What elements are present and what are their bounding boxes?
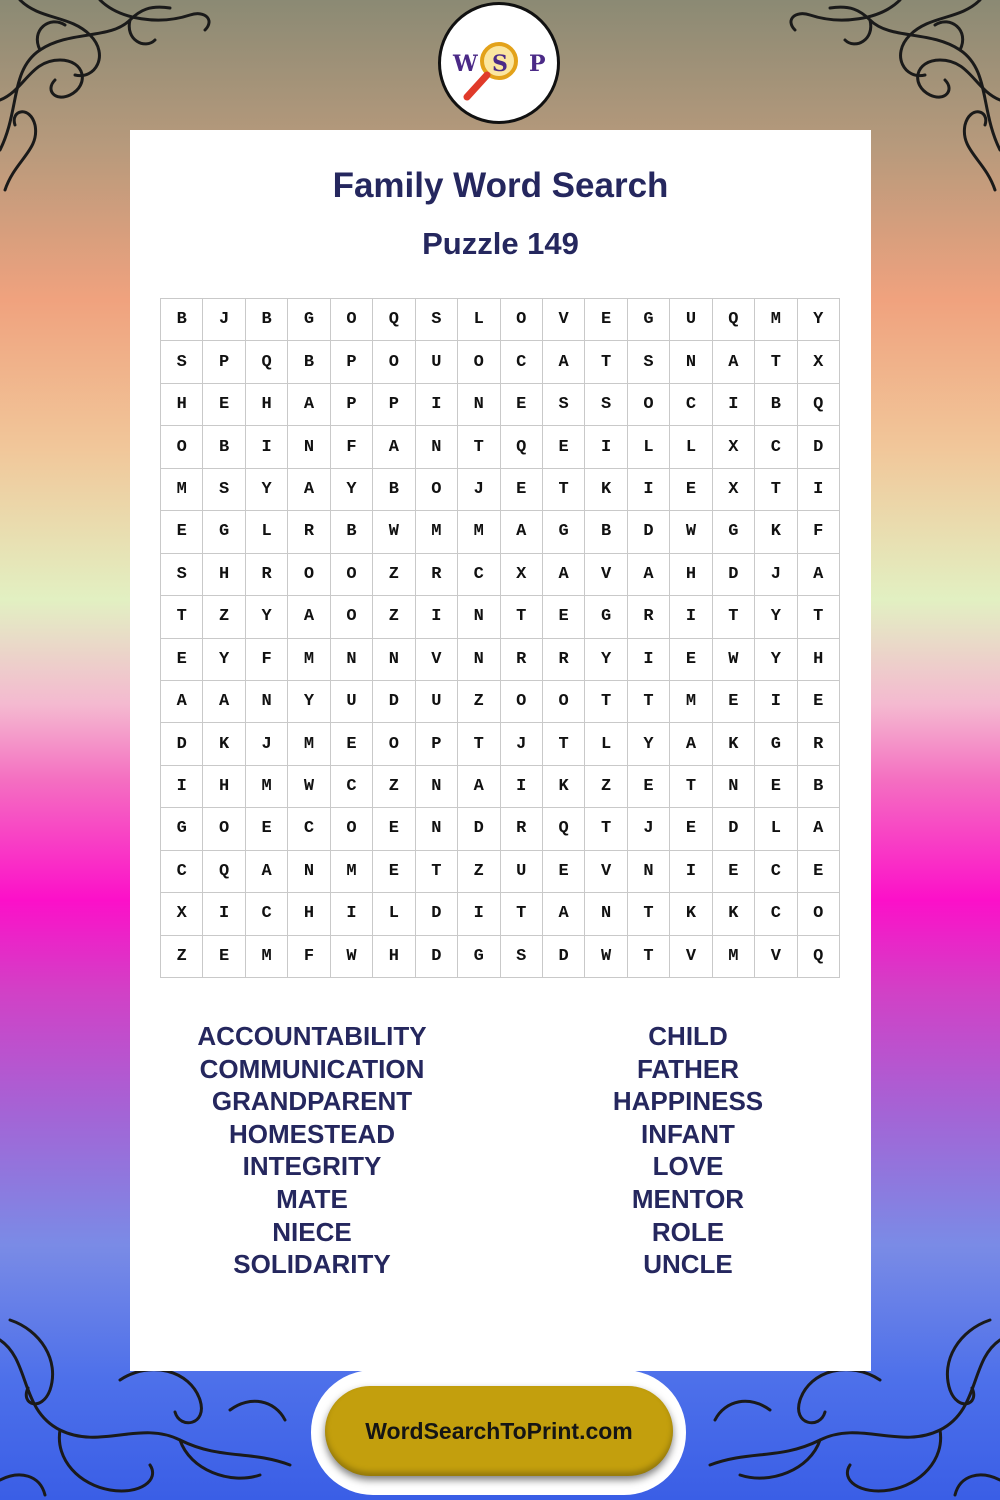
grid-cell[interactable]: O (203, 808, 245, 850)
grid-cell[interactable]: R (543, 639, 585, 681)
logo-letter-p: P (529, 51, 546, 77)
grid-cell[interactable]: T (713, 596, 755, 638)
grid-cell[interactable]: W (670, 511, 712, 553)
grid-cell[interactable]: T (628, 893, 670, 935)
grid-cell[interactable]: O (458, 341, 500, 383)
grid-cell[interactable]: S (585, 384, 627, 426)
grid-cell[interactable]: C (458, 554, 500, 596)
grid-cell[interactable]: G (755, 723, 797, 765)
grid-cell[interactable]: O (288, 554, 330, 596)
grid-cell[interactable]: F (288, 936, 330, 978)
grid-cell[interactable]: Y (798, 299, 840, 341)
grid-cell[interactable]: E (713, 851, 755, 893)
grid-cell[interactable]: S (161, 341, 203, 383)
grid-cell[interactable]: S (416, 299, 458, 341)
word-list-item: SOLIDARITY (233, 1249, 391, 1280)
grid-cell[interactable]: T (755, 469, 797, 511)
grid-cell[interactable]: H (670, 554, 712, 596)
grid-cell[interactable]: T (543, 469, 585, 511)
grid-cell[interactable]: M (246, 936, 288, 978)
word-list-item: ROLE (651, 1216, 725, 1247)
grid-cell[interactable]: L (670, 426, 712, 468)
grid-cell[interactable]: Y (331, 469, 373, 511)
website-link-button[interactable]: WordSearchToPrint.com (325, 1386, 673, 1476)
grid-cell[interactable]: A (288, 596, 330, 638)
grid-cell[interactable]: N (288, 851, 330, 893)
grid-cell[interactable]: I (713, 384, 755, 426)
grid-cell[interactable]: J (246, 723, 288, 765)
grid-cell[interactable]: I (416, 596, 458, 638)
grid-cell[interactable]: Y (246, 596, 288, 638)
grid-cell[interactable]: O (373, 723, 415, 765)
grid-cell[interactable]: D (416, 893, 458, 935)
word-list-item: ACCOUNTABILITY (197, 1021, 427, 1051)
grid-cell[interactable]: Q (501, 426, 543, 468)
grid-cell[interactable]: Q (373, 299, 415, 341)
grid-cell[interactable]: T (628, 936, 670, 978)
grid-cell[interactable]: B (373, 469, 415, 511)
grid-cell[interactable]: C (246, 893, 288, 935)
grid-cell[interactable]: M (670, 681, 712, 723)
word-list-item: CHILD (648, 1021, 728, 1051)
word-list-item: INFANT (641, 1118, 735, 1149)
grid-cell[interactable]: B (161, 299, 203, 341)
grid-cell[interactable]: H (161, 384, 203, 426)
grid-cell[interactable]: N (373, 639, 415, 681)
grid-cell[interactable]: Q (798, 384, 840, 426)
word-list-item: FATHER (636, 1053, 740, 1084)
grid-cell[interactable]: Y (755, 639, 797, 681)
grid-cell[interactable]: A (501, 511, 543, 553)
grid-cell[interactable]: X (713, 426, 755, 468)
grid-cell[interactable]: S (161, 554, 203, 596)
grid-cell[interactable]: L (246, 511, 288, 553)
grid-cell[interactable]: T (161, 596, 203, 638)
grid-cell[interactable]: E (543, 851, 585, 893)
grid-cell[interactable]: X (798, 341, 840, 383)
grid-cell[interactable]: Q (798, 936, 840, 978)
grid-cell[interactable]: A (670, 723, 712, 765)
grid-cell[interactable]: U (670, 299, 712, 341)
grid-cell[interactable]: I (161, 766, 203, 808)
grid-cell[interactable]: E (670, 469, 712, 511)
grid-cell[interactable]: H (246, 384, 288, 426)
letter-grid (160, 298, 840, 978)
grid-cell[interactable]: O (501, 681, 543, 723)
grid-cell[interactable]: I (331, 893, 373, 935)
grid-cell[interactable]: C (755, 893, 797, 935)
grid-cell[interactable]: L (458, 299, 500, 341)
grid-cell[interactable]: O (331, 596, 373, 638)
grid-cell[interactable]: N (288, 426, 330, 468)
word-list-item: NIECE (272, 1216, 352, 1247)
grid-cell[interactable]: E (331, 723, 373, 765)
grid-cell[interactable]: C (755, 851, 797, 893)
grid-cell[interactable]: D (628, 511, 670, 553)
grid-cell[interactable]: T (458, 426, 500, 468)
grid-cell[interactable]: S (543, 384, 585, 426)
grid-cell[interactable]: I (670, 596, 712, 638)
grid-cell[interactable]: X (713, 469, 755, 511)
grid-cell[interactable]: A (373, 426, 415, 468)
grid-cell[interactable]: R (246, 554, 288, 596)
grid-cell[interactable]: G (203, 511, 245, 553)
grid-cell[interactable]: W (373, 511, 415, 553)
grid-cell[interactable]: N (416, 766, 458, 808)
grid-cell[interactable]: K (755, 511, 797, 553)
grid-cell[interactable]: J (628, 808, 670, 850)
grid-cell[interactable]: Z (458, 851, 500, 893)
grid-cell[interactable]: Z (458, 681, 500, 723)
grid-cell[interactable]: E (543, 596, 585, 638)
footer-pill (311, 1370, 686, 1495)
grid-cell[interactable]: M (246, 766, 288, 808)
grid-cell[interactable]: P (331, 384, 373, 426)
grid-cell[interactable]: X (161, 893, 203, 935)
logo-letter-w: W (453, 51, 478, 77)
grid-cell[interactable]: E (798, 851, 840, 893)
grid-cell[interactable]: I (458, 893, 500, 935)
grid-cell[interactable]: N (713, 766, 755, 808)
grid-cell[interactable]: V (585, 554, 627, 596)
grid-cell[interactable]: J (755, 554, 797, 596)
grid-cell[interactable]: Z (373, 766, 415, 808)
word-list-item: COMMUNICATION (199, 1053, 425, 1084)
grid-cell[interactable]: A (161, 681, 203, 723)
grid-cell[interactable]: R (288, 511, 330, 553)
grid-cell[interactable]: C (288, 808, 330, 850)
grid-cell[interactable]: H (203, 554, 245, 596)
grid-cell[interactable]: H (203, 766, 245, 808)
grid-cell[interactable]: T (585, 808, 627, 850)
grid-cell[interactable]: E (161, 639, 203, 681)
grid-cell[interactable]: E (670, 808, 712, 850)
grid-cell[interactable]: J (458, 469, 500, 511)
grid-cell[interactable]: S (628, 341, 670, 383)
grid-cell[interactable]: D (713, 808, 755, 850)
grid-cell[interactable]: M (755, 299, 797, 341)
grid-cell[interactable]: N (670, 341, 712, 383)
grid-cell[interactable]: O (331, 299, 373, 341)
grid-cell[interactable]: N (458, 639, 500, 681)
grid-cell[interactable]: K (543, 766, 585, 808)
grid-cell[interactable]: Y (288, 681, 330, 723)
grid-cell[interactable]: Y (246, 469, 288, 511)
grid-cell[interactable]: I (755, 681, 797, 723)
grid-cell[interactable]: A (288, 384, 330, 426)
word-list-item: LOVE (652, 1151, 724, 1182)
grid-cell[interactable]: E (373, 808, 415, 850)
grid-cell[interactable]: A (798, 808, 840, 850)
grid-cell[interactable]: K (203, 723, 245, 765)
word-list-item: MENTOR (631, 1183, 745, 1214)
grid-cell[interactable]: C (331, 766, 373, 808)
word-list-item: HOMESTEAD (228, 1118, 396, 1149)
grid-cell[interactable]: W (585, 936, 627, 978)
grid-cell[interactable]: B (755, 384, 797, 426)
grid-cell[interactable]: P (373, 384, 415, 426)
grid-cell[interactable]: H (798, 639, 840, 681)
grid-cell[interactable]: D (543, 936, 585, 978)
grid-cell[interactable]: W (713, 639, 755, 681)
grid-cell[interactable]: D (416, 936, 458, 978)
grid-cell[interactable]: T (543, 723, 585, 765)
grid-cell[interactable]: N (458, 384, 500, 426)
grid-cell[interactable]: A (543, 341, 585, 383)
grid-cell[interactable]: J (501, 723, 543, 765)
grid-cell[interactable]: C (161, 851, 203, 893)
grid-cell[interactable]: T (628, 681, 670, 723)
grid-cell[interactable]: N (416, 808, 458, 850)
grid-cell[interactable]: T (798, 596, 840, 638)
grid-cell[interactable]: K (713, 893, 755, 935)
word-list-left (152, 1020, 472, 1281)
grid-cell[interactable]: D (713, 554, 755, 596)
grid-cell[interactable]: A (203, 681, 245, 723)
grid-cell[interactable]: L (628, 426, 670, 468)
grid-cell[interactable]: M (416, 511, 458, 553)
grid-cell[interactable]: V (543, 299, 585, 341)
grid-cell[interactable]: B (203, 426, 245, 468)
grid-cell[interactable]: M (713, 936, 755, 978)
grid-cell[interactable]: H (288, 893, 330, 935)
grid-cell[interactable]: E (161, 511, 203, 553)
grid-cell[interactable]: O (628, 384, 670, 426)
grid-cell[interactable]: M (288, 639, 330, 681)
grid-cell[interactable]: A (798, 554, 840, 596)
grid-cell[interactable]: D (373, 681, 415, 723)
grid-cell[interactable]: T (585, 341, 627, 383)
grid-cell[interactable]: T (458, 723, 500, 765)
grid-cell[interactable]: K (670, 893, 712, 935)
word-list-item: INTEGRITY (242, 1151, 382, 1182)
grid-cell[interactable]: E (585, 299, 627, 341)
grid-cell[interactable]: T (755, 341, 797, 383)
grid-cell[interactable]: M (288, 723, 330, 765)
grid-cell[interactable]: B (585, 511, 627, 553)
puzzle-panel (130, 130, 871, 1371)
grid-cell[interactable]: A (628, 554, 670, 596)
grid-cell[interactable]: E (501, 469, 543, 511)
grid-cell[interactable]: I (628, 639, 670, 681)
grid-cell[interactable]: B (246, 299, 288, 341)
grid-cell[interactable]: R (798, 723, 840, 765)
grid-cell[interactable]: E (670, 639, 712, 681)
grid-cell[interactable]: G (458, 936, 500, 978)
grid-cell[interactable]: E (203, 384, 245, 426)
grid-cell[interactable]: E (755, 766, 797, 808)
grid-cell[interactable]: D (458, 808, 500, 850)
grid-cell[interactable]: A (543, 554, 585, 596)
grid-cell[interactable]: L (585, 723, 627, 765)
grid-cell[interactable]: I (798, 469, 840, 511)
grid-cell[interactable]: R (501, 639, 543, 681)
grid-cell[interactable]: K (713, 723, 755, 765)
grid-cell[interactable]: E (713, 681, 755, 723)
grid-cell[interactable]: C (755, 426, 797, 468)
grid-cell[interactable]: G (628, 299, 670, 341)
grid-cell[interactable]: F (331, 426, 373, 468)
grid-cell[interactable]: Z (585, 766, 627, 808)
grid-cell[interactable]: I (670, 851, 712, 893)
grid-cell[interactable]: Z (373, 554, 415, 596)
grid-cell[interactable]: N (331, 639, 373, 681)
grid-cell[interactable]: Y (585, 639, 627, 681)
word-list-item: MATE (276, 1183, 348, 1214)
grid-cell[interactable]: R (416, 554, 458, 596)
grid-cell[interactable]: A (543, 893, 585, 935)
grid-cell[interactable]: Y (628, 723, 670, 765)
logo-letter-s: S (492, 51, 508, 77)
word-list-right (528, 1020, 848, 1281)
grid-cell[interactable]: I (203, 893, 245, 935)
grid-cell[interactable]: G (543, 511, 585, 553)
grid-cell[interactable]: Q (203, 851, 245, 893)
word-list-item: HAPPINESS (612, 1086, 764, 1117)
grid-cell[interactable]: O (373, 341, 415, 383)
grid-cell[interactable]: A (288, 469, 330, 511)
grid-cell[interactable]: T (670, 766, 712, 808)
grid-cell[interactable]: E (628, 766, 670, 808)
grid-cell[interactable]: T (501, 893, 543, 935)
grid-cell[interactable]: D (161, 723, 203, 765)
grid-cell[interactable]: U (501, 851, 543, 893)
grid-cell[interactable]: N (628, 851, 670, 893)
grid-cell[interactable]: Q (246, 341, 288, 383)
grid-cell[interactable]: T (501, 596, 543, 638)
grid-cell[interactable]: Q (713, 299, 755, 341)
grid-cell[interactable]: L (373, 893, 415, 935)
grid-cell[interactable]: T (416, 851, 458, 893)
grid-cell[interactable]: M (331, 851, 373, 893)
grid-cell[interactable]: P (331, 341, 373, 383)
grid-cell[interactable]: Z (373, 596, 415, 638)
grid-cell[interactable]: W (288, 766, 330, 808)
grid-cell[interactable]: B (331, 511, 373, 553)
grid-cell[interactable]: Q (543, 808, 585, 850)
grid-cell[interactable]: X (501, 554, 543, 596)
grid-cell[interactable]: L (755, 808, 797, 850)
grid-cell[interactable]: I (628, 469, 670, 511)
page-title: Family Word Search (332, 166, 669, 205)
grid-cell[interactable]: V (670, 936, 712, 978)
grid-cell[interactable]: R (628, 596, 670, 638)
word-list-item: UNCLE (643, 1249, 733, 1280)
grid-cell[interactable]: G (161, 808, 203, 850)
grid-cell[interactable]: Z (203, 596, 245, 638)
grid-cell[interactable]: F (798, 511, 840, 553)
grid-cell[interactable]: K (585, 469, 627, 511)
grid-cell[interactable]: O (331, 554, 373, 596)
puzzle-number: Puzzle 149 (422, 226, 579, 261)
grid-cell[interactable]: S (203, 469, 245, 511)
site-logo[interactable] (438, 2, 560, 124)
grid-cell[interactable]: V (585, 851, 627, 893)
grid-cell[interactable]: A (458, 766, 500, 808)
grid-cell[interactable]: D (798, 426, 840, 468)
grid-cell[interactable]: R (501, 808, 543, 850)
grid-cell[interactable]: N (416, 426, 458, 468)
grid-cell[interactable]: E (501, 384, 543, 426)
grid-cell[interactable]: W (331, 936, 373, 978)
grid-cell[interactable]: C (501, 341, 543, 383)
grid-cell[interactable]: E (203, 936, 245, 978)
grid-cell[interactable]: E (246, 808, 288, 850)
grid-cell[interactable]: E (798, 681, 840, 723)
grid-cell[interactable]: Z (161, 936, 203, 978)
grid-cell[interactable]: P (203, 341, 245, 383)
grid-cell[interactable]: O (543, 681, 585, 723)
grid-cell[interactable]: N (458, 596, 500, 638)
grid-cell[interactable]: Y (755, 596, 797, 638)
grid-cell[interactable]: P (416, 723, 458, 765)
grid-cell[interactable]: O (331, 808, 373, 850)
grid-cell[interactable]: G (713, 511, 755, 553)
grid-cell[interactable]: O (161, 426, 203, 468)
grid-cell[interactable]: B (798, 766, 840, 808)
grid-cell[interactable]: N (585, 893, 627, 935)
grid-cell[interactable]: O (416, 469, 458, 511)
grid-cell[interactable]: O (798, 893, 840, 935)
grid-cell[interactable]: T (585, 681, 627, 723)
grid-cell[interactable]: U (416, 341, 458, 383)
grid-cell[interactable]: H (373, 936, 415, 978)
word-list-item: GRANDPARENT (211, 1086, 413, 1117)
grid-cell[interactable]: G (585, 596, 627, 638)
grid-cell[interactable]: A (246, 851, 288, 893)
grid-cell[interactable]: C (670, 384, 712, 426)
grid-cell[interactable]: I (416, 384, 458, 426)
grid-cell[interactable]: M (161, 469, 203, 511)
grid-cell[interactable]: V (416, 639, 458, 681)
grid-cell[interactable]: M (458, 511, 500, 553)
grid-cell[interactable]: A (713, 341, 755, 383)
grid-cell[interactable]: E (373, 851, 415, 893)
grid-cell[interactable]: E (543, 426, 585, 468)
grid-cell[interactable]: F (246, 639, 288, 681)
grid-cell[interactable]: Y (203, 639, 245, 681)
grid-cell[interactable]: N (246, 681, 288, 723)
grid-cell[interactable]: I (501, 766, 543, 808)
grid-cell[interactable]: I (246, 426, 288, 468)
grid-cell[interactable]: J (203, 299, 245, 341)
grid-cell[interactable]: I (585, 426, 627, 468)
grid-cell[interactable]: U (416, 681, 458, 723)
grid-cell[interactable]: O (501, 299, 543, 341)
grid-cell[interactable]: S (501, 936, 543, 978)
grid-cell[interactable]: B (288, 341, 330, 383)
grid-cell[interactable]: U (331, 681, 373, 723)
grid-cell[interactable]: V (755, 936, 797, 978)
grid-cell[interactable]: G (288, 299, 330, 341)
